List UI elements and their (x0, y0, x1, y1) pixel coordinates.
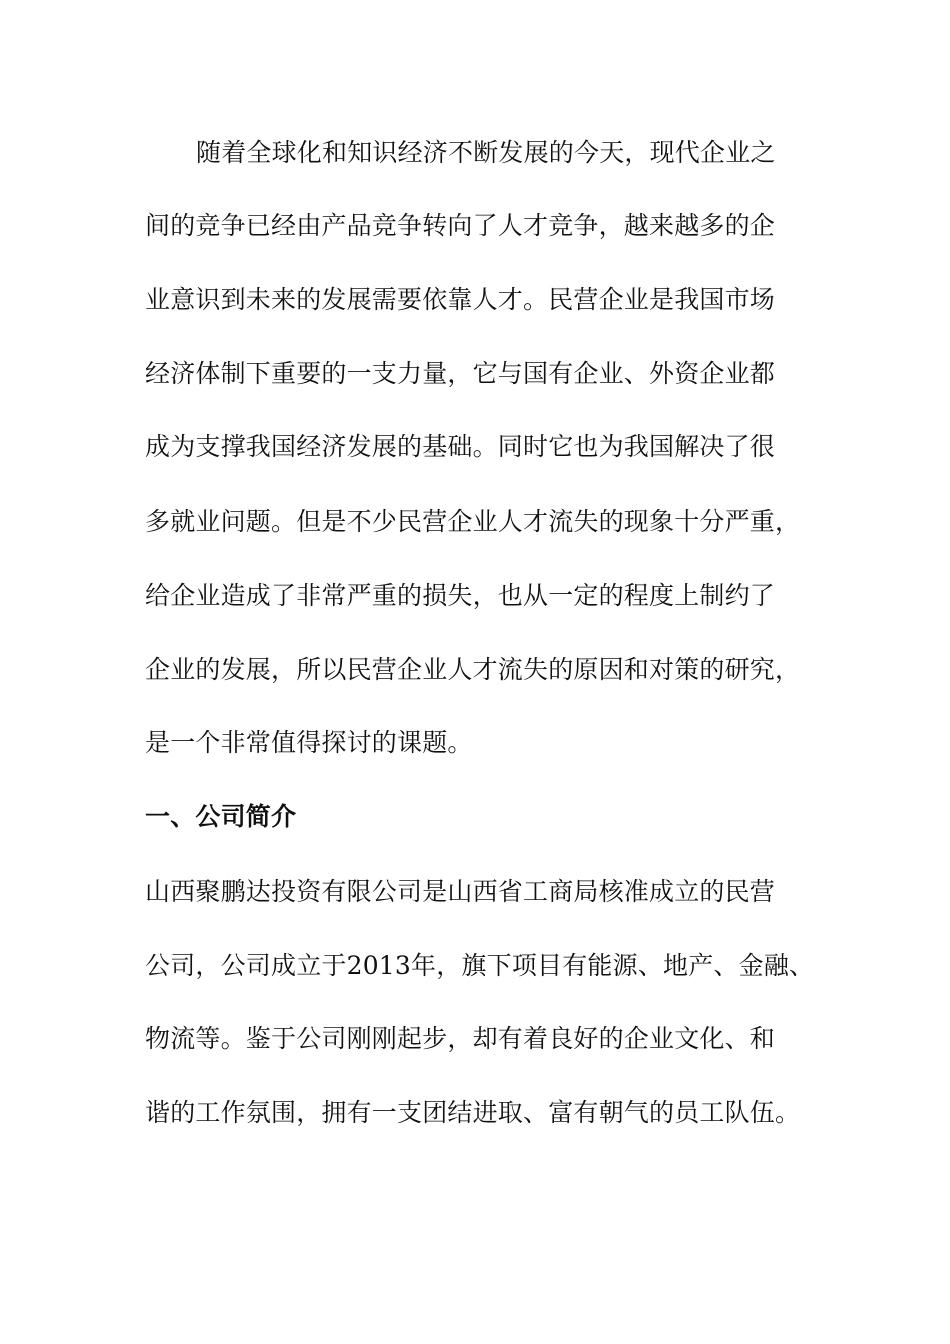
paragraph-line: 是一个非常值得探讨的课题。 (145, 728, 473, 757)
paragraph-line: 间的竞争已经由产品竞争转向了人才竞争，越来越多的企 (145, 211, 776, 240)
section-line: 谐的工作氛围，拥有一支团结进取、富有朝气的员工队伍。 (145, 1098, 801, 1127)
section-line: 山西聚鹏达投资有限公司是山西省工商局核准成立的民营 (145, 877, 776, 906)
paragraph-line: 经济体制下重要的一支力量，它与国有企业、外资企业都 (145, 359, 776, 388)
section-line: 公司，公司成立于2013年，旗下项目有能源、地产、金融、 (145, 951, 815, 980)
section-line: 物流等。鉴于公司刚刚起步，却有着良好的企业文化、和 (145, 1024, 776, 1053)
paragraph-line: 多就业问题。但是不少民营企业人才流失的现象十分严重， (145, 507, 801, 536)
paragraph-line: 给企业造成了非常严重的损失，也从一定的程度上制约了 (145, 581, 776, 610)
paragraph-line: 业意识到未来的发展需要依靠人才。民营企业是我国市场 (145, 285, 776, 314)
paragraph-line: 随着全球化和知识经济不断发展的今天，现代企业之 (196, 138, 776, 167)
paragraph-line: 企业的发展，所以民营企业人才流失的原因和对策的研究， (145, 655, 801, 684)
section-heading: 一、公司简介 (145, 802, 297, 831)
paragraph-line: 成为支撑我国经济发展的基础。同时它也为我国解决了很 (145, 432, 776, 461)
